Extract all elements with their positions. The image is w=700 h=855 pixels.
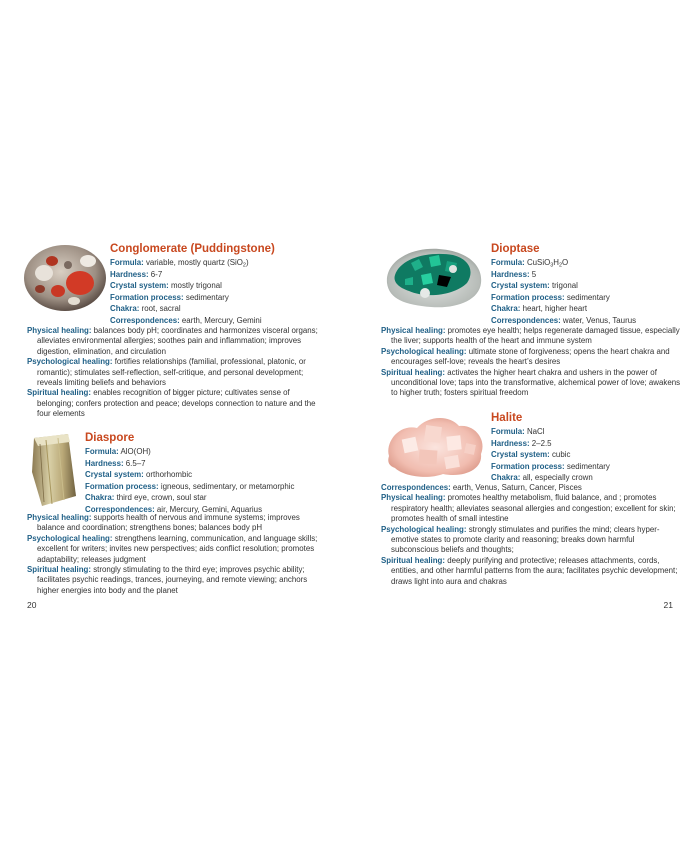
- attr-crystal-system: Crystal system: orthorhombic: [85, 470, 193, 479]
- attr-formation-process: Formation process: igneous, sedimentary, or metamorphic: [85, 481, 295, 491]
- entry-title: Halite: [491, 412, 523, 424]
- attr-hardness: Hardness: 5: [491, 269, 537, 279]
- attr-crystal-system: Crystal system: trigonal: [491, 281, 578, 290]
- psychological-healing: Psychological healing: ultimate stone of forgiveness; opens the heart chakra and encourages self-love; reveals the heart’s desires: [381, 346, 670, 367]
- halite-crystal-image: [383, 412, 487, 480]
- physical-healing: Physical healing: promotes healthy metabolism, fluid balance, and ; promotes respiratory health; alleviates seasonal allergies and congestion; excellent for skin; promotes health of small intestine: [381, 493, 676, 524]
- attribute-list: [491, 257, 636, 326]
- entry-title: Conglomerate (Puddingstone): [110, 243, 275, 255]
- physical-healing: Physical healing: supports health of nervous and immune systems; improves balance and coordination; strengthens bones; balances body pH: [27, 513, 300, 533]
- attr-formula: Formula: variable, mostly quartz (SiO$_2$): [110, 258, 249, 269]
- attr-chakra: Chakra: all, especially crown: [491, 473, 593, 482]
- attr-hardness: Hardness: 6-7: [110, 269, 163, 279]
- psychological-healing: Psychological healing: fortifies relationships (familial, professional, platonic, or romantic); stimulates self-reflection, self-critique, and personal development; reveals limiting beliefs and behaviors: [27, 357, 306, 388]
- page-number: 21: [663, 600, 673, 610]
- diaspore-crystal-image: [28, 432, 80, 508]
- attr-crystal-system: Crystal system: cubic: [491, 450, 571, 459]
- attr-formula: Formula: $CuSiO_3H_2O$: [491, 258, 569, 269]
- attr-hardness: Hardness: 6.5–7: [85, 458, 146, 468]
- attr-formula: Formula: NaCl: [491, 427, 545, 436]
- attribute-list: [85, 446, 295, 515]
- physical-healing: Physical healing: promotes eye health; helps regenerate damaged tissue, especially the liver; supports health of the heart and immune system: [381, 326, 680, 346]
- attr-correspondences: Correspondences: water, Venus, Taurus: [491, 315, 637, 325]
- psychological-healing: Psychological healing: strongly stimulates and purifies the mind; clears hyper-emotive states to promote clarity and reasoning; breaks down harmful subconscious beliefs and thoughts;: [381, 524, 660, 555]
- spiritual-healing: Spiritual healing: strongly stimulating to the third eye; improves psychic ability; facilitates psychic readings, trances, journeying, and remote viewing; anchors higher energies into body and the planet: [27, 565, 308, 595]
- attr-formation-process: Formation process: sedimentary: [110, 292, 229, 302]
- attr-chakra: Chakra: root, sacral: [110, 304, 181, 313]
- spiritual-healing: Spiritual healing: activates the higher heart chakra and ushers in the power of unconditional love; taps into the transformative, alchemical power of love; awakens to higher truth; fosters spiritual freedom: [381, 367, 681, 398]
- conglomerate-stone-image: [22, 243, 108, 313]
- page-number: 20: [27, 600, 37, 610]
- attr-formula: Formula: AlO(OH): [85, 447, 151, 456]
- spiritual-healing: Spiritual healing: enables recognition of bigger picture; cultivates sense of belonging; confers protection and peace; develops connection to nature and the four elements: [27, 388, 316, 419]
- attr-hardness: Hardness: 2–2.5: [491, 438, 552, 448]
- entry-title: Diaspore: [85, 432, 135, 444]
- attr-formation-process: Formation process: sedimentary: [491, 461, 610, 471]
- attr-correspondences: Correspondences: earth, Mercury, Gemini: [110, 315, 262, 325]
- healing-section: [381, 326, 681, 399]
- attribute-list: [110, 257, 262, 326]
- attr-chakra: Chakra: heart, higher heart: [491, 304, 588, 313]
- attr-correspondences: Correspondences: air, Mercury, Gemini, Aquarius: [85, 504, 263, 514]
- healing-section: [27, 326, 325, 420]
- attr-chakra: Chakra: third eye, crown, soul star: [85, 493, 207, 502]
- healing-section: [381, 483, 681, 587]
- attr-formation-process: Formation process: sedimentary: [491, 292, 610, 302]
- dioptase-crystal-image: [381, 243, 485, 311]
- healing-section: [27, 513, 325, 596]
- spiritual-healing: Spiritual healing: deeply purifying and protective; releases attachments, cords, entities, and other harmful patterns from the aura; facilitates psychic development; draws light into aura and chakras: [381, 555, 678, 586]
- physical-healing: Physical healing: balances body pH; coordinates and harmonizes visceral organs; alleviates environmental allergies; soothes pain and inflammation; improves digestion, elimination, and circulation: [27, 326, 318, 356]
- psychological-healing: Psychological healing: strengthens learning, communication, and language skills; excellent for writers; invites new perspectives; aids conflict resolution; promotes adaptability; releases judgment: [27, 533, 318, 564]
- attr-crystal-system: Crystal system: mostly trigonal: [110, 281, 222, 290]
- attribute-list: [491, 426, 610, 484]
- entry-title: Dioptase: [491, 243, 540, 255]
- right-page: [350, 0, 700, 855]
- attr-correspondences: Correspondences: earth, Venus, Saturn, Cancer, Pisces: [381, 483, 582, 492]
